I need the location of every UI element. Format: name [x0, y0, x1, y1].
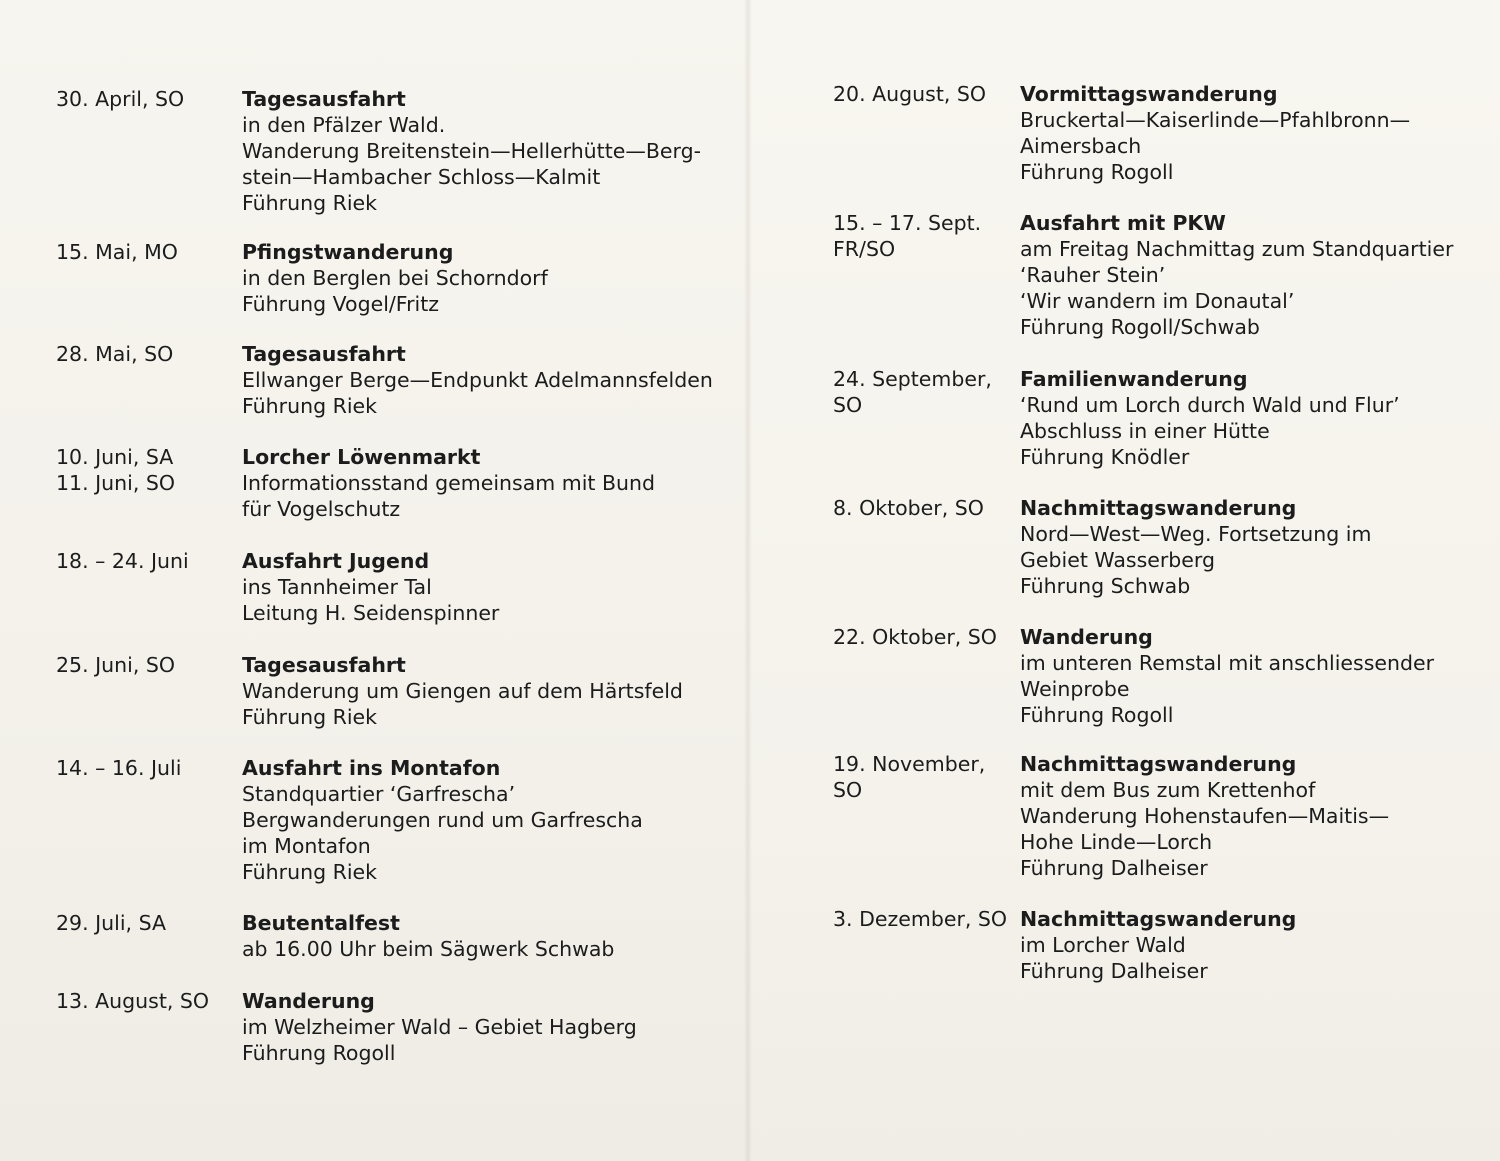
date-line: SO — [833, 778, 863, 802]
entry-description — [242, 652, 683, 730]
entry-date — [833, 751, 985, 803]
entry-date — [56, 548, 189, 574]
entry-description — [242, 239, 548, 317]
entry-detail-line: Führung Riek — [242, 394, 378, 418]
entry-description — [242, 341, 713, 419]
date-line: 15. – 17. Sept. — [833, 211, 982, 235]
entry-title: Nachmittagswanderung — [1020, 496, 1297, 520]
date-line: 22. Oktober, SO — [833, 625, 997, 649]
entry-detail-line: ‘Wir wandern im Donautal’ — [1020, 289, 1295, 313]
entry-date — [833, 624, 997, 650]
entry-detail-line: Hohe Linde—Lorch — [1020, 830, 1213, 854]
entry-title: Ausfahrt mit PKW — [1020, 211, 1226, 235]
entry-detail-line: Führung Riek — [242, 191, 378, 215]
entry-detail-line: Führung Rogoll — [1020, 160, 1174, 184]
page-fold — [744, 0, 752, 1161]
entry-description — [1020, 81, 1410, 185]
entry-date — [56, 755, 181, 781]
entry-description — [1020, 495, 1371, 599]
entry-title: Wanderung — [1020, 625, 1153, 649]
entry-detail-line: Führung Rogoll — [1020, 703, 1174, 727]
entry-date — [56, 910, 166, 936]
entry-date — [833, 210, 981, 262]
entry-detail-line: mit dem Bus zum Krettenhof — [1020, 778, 1316, 802]
date-line: 29. Juli, SA — [56, 911, 166, 935]
date-line: 13. August, SO — [56, 989, 210, 1013]
entry-detail-line: Führung Knödler — [1020, 445, 1190, 469]
entry-detail-line: Wanderung Hohenstaufen—Maitis— — [1020, 804, 1390, 828]
entry-detail-line: Führung Riek — [242, 860, 378, 884]
entry-description — [242, 755, 643, 885]
entry-title: Tagesausfahrt — [242, 87, 406, 111]
date-line: 8. Oktober, SO — [833, 496, 984, 520]
entry-detail-line: Informationsstand gemeinsam mit Bund — [242, 471, 656, 495]
entry-description — [242, 86, 701, 216]
entry-date — [56, 652, 175, 678]
date-line: 3. Dezember, SO — [833, 907, 1008, 931]
entry-title: Ausfahrt ins Montafon — [242, 756, 501, 780]
entry-title: Lorcher Löwenmarkt — [242, 445, 481, 469]
entry-description — [242, 548, 499, 626]
entry-detail-line: im Welzheimer Wald – Gebiet Hagberg — [242, 1015, 637, 1039]
date-line: 25. Juni, SO — [56, 653, 176, 677]
entry-date — [833, 495, 984, 521]
entry-detail-line: Wanderung Breitenstein—Hellerhütte—Berg- — [242, 139, 702, 163]
entry-detail-line: ins Tannheimer Tal — [242, 575, 432, 599]
entry-date — [56, 239, 178, 265]
entry-detail-line: Abschluss in einer Hütte — [1020, 419, 1270, 443]
entry-description — [242, 910, 614, 962]
entry-description — [1020, 210, 1453, 340]
entry-detail-line: Leitung H. Seidenspinner — [242, 601, 500, 625]
date-line: 30. April, SO — [56, 87, 185, 111]
entry-detail-line: ab 16.00 Uhr beim Sägwerk Schwab — [242, 937, 615, 961]
entry-date — [56, 988, 209, 1014]
entry-detail-line: Ellwanger Berge—Endpunkt Adelmannsfelden — [242, 368, 713, 392]
entry-detail-line: Bergwanderungen rund um Garfrescha — [242, 808, 643, 832]
date-line: FR/SO — [833, 237, 896, 261]
entry-detail-line: im Lorcher Wald — [1020, 933, 1186, 957]
entry-description — [242, 988, 637, 1066]
entry-detail-line: Führung Rogoll — [242, 1041, 396, 1065]
entry-title: Tagesausfahrt — [242, 342, 406, 366]
entry-date — [833, 81, 986, 107]
date-line: 20. August, SO — [833, 82, 987, 106]
entry-date — [833, 366, 992, 418]
entry-title: Nachmittagswanderung — [1020, 752, 1297, 776]
date-line: 15. Mai, MO — [56, 240, 178, 264]
entry-title: Vormittagswanderung — [1020, 82, 1278, 106]
date-line: SO — [833, 393, 863, 417]
entry-description — [1020, 751, 1389, 881]
entry-title: Tagesausfahrt — [242, 653, 406, 677]
entry-detail-line: Führung Dalheiser — [1020, 959, 1208, 983]
entry-detail-line: ‘Rauher Stein’ — [1020, 263, 1166, 287]
entry-detail-line: Standquartier ‘Garfrescha’ — [242, 782, 516, 806]
entry-description — [1020, 906, 1296, 984]
entry-date — [56, 444, 175, 496]
entry-detail-line: Nord—West—Weg. Fortsetzung im — [1020, 522, 1372, 546]
entry-detail-line: Bruckertal—Kaiserlinde—Pfahlbronn— — [1020, 108, 1411, 132]
entry-description — [1020, 366, 1400, 470]
entry-date — [56, 86, 184, 112]
date-line: 10. Juni, SA — [56, 445, 174, 469]
entry-title: Nachmittagswanderung — [1020, 907, 1297, 931]
entry-detail-line: stein—Hambacher Schloss—Kalmit — [242, 165, 601, 189]
entry-detail-line: am Freitag Nachmittag zum Standquartier — [1020, 237, 1454, 261]
date-line: 18. – 24. Juni — [56, 549, 189, 573]
entry-detail-line: Führung Rogoll/Schwab — [1020, 315, 1260, 339]
date-line: 11. Juni, SO — [56, 471, 176, 495]
entry-detail-line: für Vogelschutz — [242, 497, 401, 521]
entry-detail-line: ‘Rund um Lorch durch Wald und Flur’ — [1020, 393, 1400, 417]
entry-title: Wanderung — [242, 989, 375, 1013]
entry-detail-line: in den Pfälzer Wald. — [242, 113, 446, 137]
entry-detail-line: Führung Riek — [242, 705, 378, 729]
entry-detail-line: Führung Vogel/Fritz — [242, 292, 440, 316]
date-line: 28. Mai, SO — [56, 342, 174, 366]
entry-description — [1020, 624, 1434, 728]
entry-detail-line: in den Berglen bei Schorndorf — [242, 266, 548, 290]
entry-detail-line: Wanderung um Giengen auf dem Härtsfeld — [242, 679, 683, 703]
entry-title: Pfingstwanderung — [242, 240, 454, 264]
entry-detail-line: Führung Schwab — [1020, 574, 1191, 598]
entry-detail-line: im unteren Remstal mit anschliessender — [1020, 651, 1435, 675]
entry-description — [242, 444, 655, 522]
date-line: 14. – 16. Juli — [56, 756, 182, 780]
entry-detail-line: Aimersbach — [1020, 134, 1142, 158]
date-line: 19. November, — [833, 752, 986, 776]
entry-title: Beutentalfest — [242, 911, 400, 935]
entry-detail-line: Gebiet Wasserberg — [1020, 548, 1216, 572]
date-line: 24. September, — [833, 367, 992, 391]
entry-detail-line: im Montafon — [242, 834, 371, 858]
entry-title: Ausfahrt Jugend — [242, 549, 430, 573]
entry-title: Familienwanderung — [1020, 367, 1248, 391]
entry-detail-line: Weinprobe — [1020, 677, 1130, 701]
entry-date — [56, 341, 173, 367]
entry-date — [833, 906, 1007, 932]
entry-detail-line: Führung Dalheiser — [1020, 856, 1208, 880]
